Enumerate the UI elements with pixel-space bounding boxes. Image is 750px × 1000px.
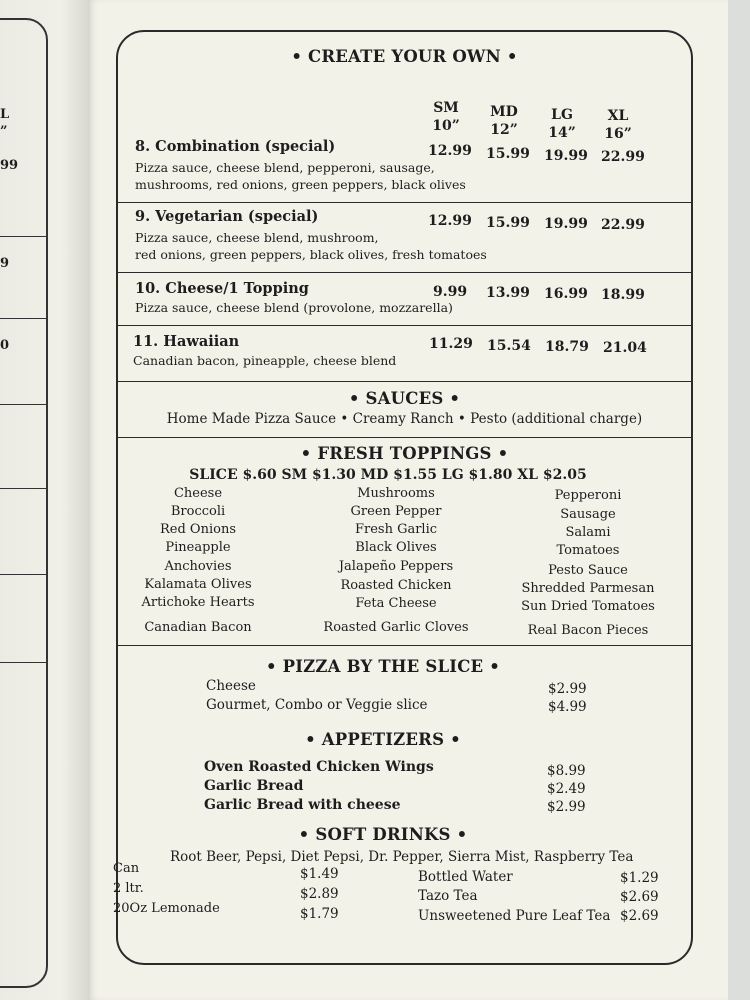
appetizer-price: $2.99: [547, 799, 586, 815]
price-lg: 19.99: [544, 148, 588, 164]
price-xl: 22.99: [601, 217, 645, 233]
menu-page: [88, 0, 728, 1000]
topping: Pesto Sauce: [548, 563, 628, 578]
topping: Anchovies: [164, 559, 232, 574]
item-desc: red onions, green peppers, black olives, fresh tomatoes: [135, 247, 487, 262]
price-xl: 21.04: [603, 340, 647, 356]
left-page-divider: [0, 574, 48, 575]
size-md: MD 12”: [490, 104, 518, 138]
left-page-divider: [0, 404, 48, 405]
slice-item-name: Gourmet, Combo or Veggie slice: [206, 697, 428, 713]
toppings-title: • FRESH TOPPINGS •: [300, 444, 509, 463]
drink-name: Can: [113, 861, 140, 876]
drink-price: $2.69: [620, 908, 659, 924]
left-fragment: 9: [0, 256, 10, 271]
slice-item-price: $4.99: [548, 699, 587, 715]
topping: Sun Dried Tomatoes: [521, 599, 655, 614]
drink-name: Tazo Tea: [418, 888, 478, 904]
topping: Feta Cheese: [355, 596, 437, 611]
topping: Cheese: [173, 486, 223, 501]
left-fragment: L: [0, 107, 10, 122]
divider: [116, 325, 693, 326]
topping: Canadian Bacon: [144, 620, 252, 635]
appetizers-title: • APPETIZERS •: [305, 730, 461, 749]
topping: Sausage: [560, 507, 616, 522]
item-name: 8. Combination (special): [135, 138, 336, 155]
left-page-divider: [0, 236, 48, 237]
appetizer-name: Garlic Bread: [204, 778, 304, 794]
sauces-list: Home Made Pizza Sauce • Creamy Ranch • Pesto (additional charge): [166, 411, 643, 427]
drink-name: 20Oz Lemonade: [113, 901, 220, 916]
item-name: 9. Vegetarian (special): [135, 208, 319, 225]
item-desc: mushrooms, red onions, green peppers, black olives: [135, 177, 466, 192]
topping: Roasted Chicken: [340, 578, 452, 593]
topping: Jalapeño Peppers: [338, 559, 454, 574]
drinks-list: Root Beer, Pepsi, Diet Pepsi, Dr. Pepper, Sierra Mist, Raspberry Tea: [170, 849, 634, 865]
price-sm: 12.99: [428, 143, 472, 159]
create-your-own-title: • CREATE YOUR OWN •: [291, 47, 518, 66]
price-md: 15.99: [486, 146, 530, 162]
drink-price: $1.29: [620, 870, 659, 886]
left-page-divider: [0, 662, 48, 663]
price-md: 15.99: [486, 215, 530, 231]
price-sm: 11.29: [429, 336, 473, 352]
drink-price: $1.49: [300, 866, 339, 882]
left-fragment: 99: [0, 158, 19, 173]
price-lg: 16.99: [544, 286, 588, 302]
topping: Red Onions: [160, 522, 236, 537]
appetizer-price: $8.99: [547, 763, 586, 779]
divider: [116, 645, 693, 646]
price-sm: 9.99: [433, 284, 468, 300]
price-xl: 22.99: [601, 149, 645, 165]
topping: Pepperoni: [554, 488, 622, 503]
item-desc: Pizza sauce, cheese blend (provolone, mozzarella): [135, 300, 453, 315]
topping: Tomatoes: [556, 543, 620, 558]
item-name: 10. Cheese/1 Topping: [135, 280, 309, 297]
topping: Kalamata Olives: [144, 577, 252, 592]
left-page-divider: [0, 488, 48, 489]
left-page-edge: [0, 0, 88, 1000]
slice-title: • PIZZA BY THE SLICE •: [265, 657, 501, 676]
left-page-divider: [0, 318, 48, 319]
drinks-title: • SOFT DRINKS •: [298, 825, 468, 844]
price-sm: 12.99: [428, 213, 472, 229]
price-lg: 18.79: [545, 339, 589, 355]
slice-item-price: $2.99: [548, 681, 587, 697]
left-fragment: 0: [0, 338, 10, 353]
topping: Broccoli: [170, 504, 226, 519]
appetizer-name: Oven Roasted Chicken Wings: [204, 759, 434, 775]
left-fragment: ”: [0, 124, 8, 139]
price-md: 13.99: [486, 285, 530, 301]
size-sm: SM 10”: [432, 100, 460, 134]
divider: [116, 272, 693, 273]
topping: Roasted Garlic Cloves: [323, 620, 469, 635]
slice-item-name: Cheese: [206, 678, 256, 694]
price-xl: 18.99: [601, 287, 645, 303]
divider: [116, 381, 693, 382]
topping: Artichoke Hearts: [141, 595, 255, 610]
size-lg: LG 14”: [548, 107, 576, 141]
size-xl: XL 16”: [604, 108, 632, 142]
drink-price: $1.79: [300, 906, 339, 922]
divider: [116, 202, 693, 203]
drink-price: $2.69: [620, 889, 659, 905]
item-desc: Canadian bacon, pineapple, cheese blend: [133, 353, 397, 368]
appetizer-price: $2.49: [547, 781, 586, 797]
topping: Green Pepper: [350, 504, 442, 519]
topping: Real Bacon Pieces: [527, 623, 649, 638]
divider: [116, 437, 693, 438]
topping: Salami: [565, 525, 611, 540]
topping: Shredded Parmesan: [521, 581, 655, 596]
drink-name: 2 ltr.: [113, 881, 144, 896]
price-lg: 19.99: [544, 216, 588, 232]
drink-name: Unsweetened Pure Leaf Tea: [418, 908, 611, 924]
topping: Pineapple: [165, 540, 231, 555]
topping: Fresh Garlic: [354, 522, 438, 537]
drink-name: Bottled Water: [418, 869, 513, 885]
topping: Black Olives: [355, 540, 437, 555]
sauces-title: • SAUCES •: [348, 389, 461, 408]
price-md: 15.54: [487, 338, 531, 354]
topping: Mushrooms: [357, 486, 435, 501]
toppings-price-line: SLICE $.60 SM $1.30 MD $1.55 LG $1.80 XL $2.05: [189, 467, 587, 483]
item-name: 11. Hawaiian: [133, 333, 240, 350]
drink-price: $2.89: [300, 886, 339, 902]
item-desc: Pizza sauce, cheese blend, mushroom,: [135, 230, 379, 245]
item-desc: Pizza sauce, cheese blend, pepperoni, sausage,: [135, 160, 435, 175]
appetizer-name: Garlic Bread with cheese: [204, 797, 401, 813]
